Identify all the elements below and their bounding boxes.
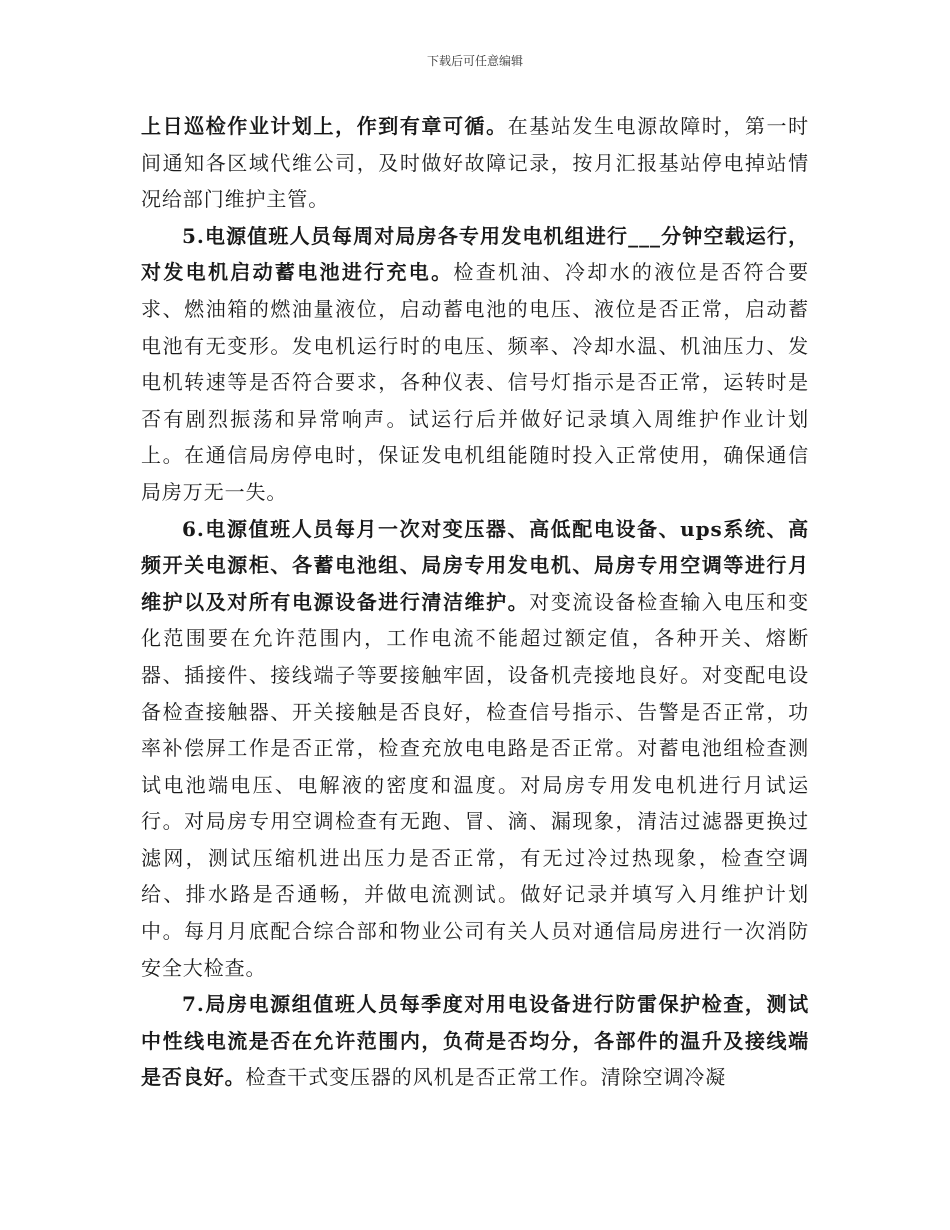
paragraph-6-bold: 6.电源值班人员每月一次对变压器、高低配电设备、ups系统、高频开关电源柜、各蓄电池组、局房专用发电机、局房专用空调等进行月维护以及对所有电源设备进行清洁维护。 xyxy=(141,516,809,614)
paragraph-7-text: 检查干式变压器的风机是否正常工作。清除空调冷凝 xyxy=(245,1065,727,1090)
document-body xyxy=(141,108,809,1096)
paragraph-6 xyxy=(141,511,809,987)
paragraph-1-text: 在基站发生电源故障时，第一时间通知各区域代维公司，及时做好故障记录，按月汇报基站停电掉站情况给部门维护主管。 xyxy=(141,114,809,212)
paragraph-6-text: 对变流设备检查输入电压和变化范围要在允许范围内，工作电流不能超过额定值，各种开关、熔断器、插接件、接线端子等要接触牢固，设备机壳接地良好。对变配电设备检查接触器、开关接触是否良好，检查信号指示、告警是否正常，功率补偿屏工作是否正常，检查充放电电路是否正常。对蓄电池组检查测试电池端电压、电解液的密度和温度。对局房专用发电机进行月试运行。对局房专用空调检查有无跑、冒、滴、漏现象，清洁过滤器更换过滤网，测试压缩机进出压力是否正常，有无过冷过热现象，检查空调给、排水路是否通畅，并做电流测试。做好记录并填写入月维护计划中。每月月底配合综合部和物业公司有关人员对通信局房进行一次消防安全大检查。 xyxy=(141,589,810,980)
paragraph-1 xyxy=(141,108,809,218)
page-header: 下载后可任意编辑 xyxy=(426,54,523,68)
paragraph-5-bold: 5.电源值班人员每周对局房各专用发电机组进行___分钟空载运行，对发电机启动蓄电池进行充电。 xyxy=(141,223,809,285)
paragraph-7 xyxy=(141,986,809,1096)
paragraph-1-bold: 上日巡检作业计划上，作到有章可循。 xyxy=(141,114,508,138)
paragraph-7-bold: 7.局房电源组值班人员每季度对用电设备进行防雷保护检查，测试中性线电流是否在允许范围内，负荷是否均分，各部件的温升及接线端是否良好。 xyxy=(141,992,809,1090)
paragraph-5 xyxy=(141,218,809,511)
paragraph-5-text: 检查机油、冷却水的液位是否符合要求、燃油箱的燃油量液位，启动蓄电池的电压、液位是否正常，启动蓄电池有无变形。发电机运行时的电压、频率、冷却水温、机油压力、发电机转速等是否符合要求，各种仪表、信号灯指示是否正常，运转时是否有剧烈振荡和异常响声。试运行后并做好记录填入周维护作业计划上。在通信局房停电时，保证发电机组能随时投入正常使用，确保通信局房万无一失。 xyxy=(141,260,809,504)
